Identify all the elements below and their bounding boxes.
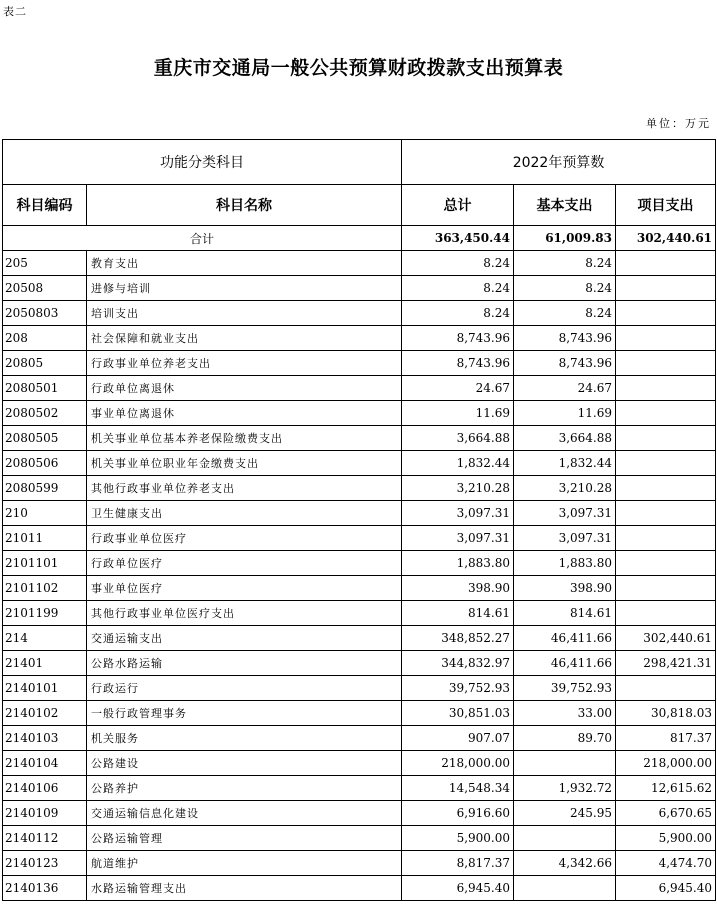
row-project — [616, 326, 716, 351]
row-basic — [514, 751, 616, 776]
row-name: 交通运输信息化建设 — [87, 801, 402, 826]
row-project — [616, 251, 716, 276]
row-code: 2140123 — [3, 851, 87, 876]
table-row — [3, 776, 716, 801]
table-row — [3, 801, 716, 826]
row-code: 205 — [3, 251, 87, 276]
row-basic: 3,664.88 — [514, 426, 616, 451]
row-name: 机关事业单位基本养老保险缴费支出 — [87, 426, 402, 451]
row-code: 214 — [3, 626, 87, 651]
row-total: 8,817.37 — [402, 851, 514, 876]
row-basic: 3,210.28 — [514, 476, 616, 501]
row-project — [616, 426, 716, 451]
row-project: 5,900.00 — [616, 826, 716, 851]
total-row — [3, 226, 716, 251]
row-total: 1,883.80 — [402, 551, 514, 576]
row-name: 教育支出 — [87, 251, 402, 276]
row-total: 814.61 — [402, 601, 514, 626]
row-total: 30,851.03 — [402, 701, 514, 726]
header-row-2 — [3, 185, 716, 226]
row-basic: 8.24 — [514, 301, 616, 326]
table-row — [3, 251, 716, 276]
row-code: 2140102 — [3, 701, 87, 726]
table-row — [3, 526, 716, 551]
row-project: 6,670.65 — [616, 801, 716, 826]
row-basic: 46,411.66 — [514, 626, 616, 651]
row-total: 14,548.34 — [402, 776, 514, 801]
row-code: 2080506 — [3, 451, 87, 476]
row-total: 8.24 — [402, 251, 514, 276]
row-name: 培训支出 — [87, 301, 402, 326]
header-row-1 — [3, 140, 716, 185]
table-row — [3, 326, 716, 351]
row-total: 6,945.40 — [402, 876, 514, 901]
table-row — [3, 576, 716, 601]
header-project: 项目支出 — [616, 185, 716, 226]
row-code: 210 — [3, 501, 87, 526]
row-total: 3,210.28 — [402, 476, 514, 501]
row-project — [616, 276, 716, 301]
row-code: 20508 — [3, 276, 87, 301]
row-basic — [514, 826, 616, 851]
row-project — [616, 501, 716, 526]
row-total: 3,664.88 — [402, 426, 514, 451]
row-name: 进修与培训 — [87, 276, 402, 301]
table-row — [3, 376, 716, 401]
row-project: 6,945.40 — [616, 876, 716, 901]
unit-label: 单位：万元 — [646, 117, 711, 130]
document-title: 重庆市交通局一般公共预算财政拨款支出预算表 — [153, 57, 564, 79]
row-code: 2080505 — [3, 426, 87, 451]
row-basic: 245.95 — [514, 801, 616, 826]
row-total: 11.69 — [402, 401, 514, 426]
row-basic: 33.00 — [514, 701, 616, 726]
row-code: 2140104 — [3, 751, 87, 776]
row-basic: 39,752.93 — [514, 676, 616, 701]
row-basic: 398.90 — [514, 576, 616, 601]
row-total: 398.90 — [402, 576, 514, 601]
total-basic: 61,009.83 — [514, 226, 616, 251]
row-total: 5,900.00 — [402, 826, 514, 851]
row-code: 208 — [3, 326, 87, 351]
row-name: 一般行政管理事务 — [87, 701, 402, 726]
row-basic: 11.69 — [514, 401, 616, 426]
table-row — [3, 476, 716, 501]
row-basic: 4,342.66 — [514, 851, 616, 876]
row-name: 公路建设 — [87, 751, 402, 776]
total-project: 302,440.61 — [616, 226, 716, 251]
row-code: 2140112 — [3, 826, 87, 851]
row-total: 8,743.96 — [402, 351, 514, 376]
row-basic: 814.61 — [514, 601, 616, 626]
row-name: 行政运行 — [87, 676, 402, 701]
row-total: 348,852.27 — [402, 626, 514, 651]
row-project — [616, 451, 716, 476]
row-name: 机关服务 — [87, 726, 402, 751]
row-project — [616, 376, 716, 401]
row-total: 8.24 — [402, 276, 514, 301]
row-project — [616, 351, 716, 376]
row-name: 行政单位离退休 — [87, 376, 402, 401]
table-row — [3, 601, 716, 626]
row-code: 2101199 — [3, 601, 87, 626]
header-budget-year: 2022年预算数 — [402, 140, 716, 185]
row-project — [616, 476, 716, 501]
row-name: 行政单位医疗 — [87, 551, 402, 576]
row-code: 2140103 — [3, 726, 87, 751]
table-row — [3, 626, 716, 651]
row-code: 2080501 — [3, 376, 87, 401]
row-total: 344,832.97 — [402, 651, 514, 676]
row-code: 2140106 — [3, 776, 87, 801]
row-name: 行政事业单位医疗 — [87, 526, 402, 551]
row-project: 817.37 — [616, 726, 716, 751]
row-project — [616, 676, 716, 701]
row-code: 21011 — [3, 526, 87, 551]
table-row — [3, 751, 716, 776]
row-total: 8,743.96 — [402, 326, 514, 351]
row-total: 8.24 — [402, 301, 514, 326]
row-basic: 8,743.96 — [514, 326, 616, 351]
row-basic — [514, 876, 616, 901]
table-row — [3, 551, 716, 576]
row-name: 公路水路运输 — [87, 651, 402, 676]
table-row — [3, 401, 716, 426]
table-row — [3, 301, 716, 326]
row-basic: 24.67 — [514, 376, 616, 401]
row-name: 其他行政事业单位养老支出 — [87, 476, 402, 501]
row-name: 社会保障和就业支出 — [87, 326, 402, 351]
row-name: 卫生健康支出 — [87, 501, 402, 526]
row-project: 4,474.70 — [616, 851, 716, 876]
row-project — [616, 576, 716, 601]
row-code: 2140101 — [3, 676, 87, 701]
total-sum: 363,450.44 — [402, 226, 514, 251]
row-name: 事业单位医疗 — [87, 576, 402, 601]
header-total: 总计 — [402, 185, 514, 226]
table-row — [3, 501, 716, 526]
row-name: 其他行政事业单位医疗支出 — [87, 601, 402, 626]
table-row — [3, 876, 716, 901]
header-category: 功能分类科目 — [3, 140, 402, 185]
row-basic: 46,411.66 — [514, 651, 616, 676]
row-project — [616, 526, 716, 551]
header-name: 科目名称 — [87, 185, 402, 226]
row-total: 24.67 — [402, 376, 514, 401]
table-row — [3, 426, 716, 451]
row-total: 3,097.31 — [402, 501, 514, 526]
row-project: 218,000.00 — [616, 751, 716, 776]
row-name: 公路养护 — [87, 776, 402, 801]
table-row — [3, 726, 716, 751]
row-basic: 8.24 — [514, 251, 616, 276]
header-code: 科目编码 — [3, 185, 87, 226]
row-project — [616, 401, 716, 426]
row-code: 2140136 — [3, 876, 87, 901]
row-project — [616, 301, 716, 326]
row-code: 2140109 — [3, 801, 87, 826]
row-basic: 1,832.44 — [514, 451, 616, 476]
total-label: 合计 — [3, 226, 402, 251]
row-basic: 8,743.96 — [514, 351, 616, 376]
row-code: 2050803 — [3, 301, 87, 326]
row-name: 公路运输管理 — [87, 826, 402, 851]
row-project: 302,440.61 — [616, 626, 716, 651]
row-code: 2080599 — [3, 476, 87, 501]
row-project: 30,818.03 — [616, 701, 716, 726]
row-total: 1,832.44 — [402, 451, 514, 476]
table-row — [3, 676, 716, 701]
row-project — [616, 601, 716, 626]
table-row — [3, 276, 716, 301]
table-row — [3, 451, 716, 476]
row-project — [616, 551, 716, 576]
row-basic: 1,883.80 — [514, 551, 616, 576]
row-project: 12,615.62 — [616, 776, 716, 801]
table-row — [3, 826, 716, 851]
row-name: 水路运输管理支出 — [87, 876, 402, 901]
row-name: 事业单位离退休 — [87, 401, 402, 426]
row-basic: 3,097.31 — [514, 501, 616, 526]
row-total: 39,752.93 — [402, 676, 514, 701]
row-total: 907.07 — [402, 726, 514, 751]
table-number-label: 表二 — [3, 5, 27, 18]
header-basic: 基本支出 — [514, 185, 616, 226]
row-name: 行政事业单位养老支出 — [87, 351, 402, 376]
row-code: 20805 — [3, 351, 87, 376]
row-basic: 1,932.72 — [514, 776, 616, 801]
table-row — [3, 851, 716, 876]
row-code: 21401 — [3, 651, 87, 676]
row-name: 交通运输支出 — [87, 626, 402, 651]
row-project: 298,421.31 — [616, 651, 716, 676]
table-row — [3, 701, 716, 726]
row-total: 6,916.60 — [402, 801, 514, 826]
table-row — [3, 651, 716, 676]
row-basic: 8.24 — [514, 276, 616, 301]
row-code: 2101102 — [3, 576, 87, 601]
row-name: 机关事业单位职业年金缴费支出 — [87, 451, 402, 476]
row-total: 3,097.31 — [402, 526, 514, 551]
row-basic: 89.70 — [514, 726, 616, 751]
row-total: 218,000.00 — [402, 751, 514, 776]
row-code: 2080502 — [3, 401, 87, 426]
row-code: 2101101 — [3, 551, 87, 576]
table-row — [3, 351, 716, 376]
row-name: 航道维护 — [87, 851, 402, 876]
budget-table — [2, 139, 716, 901]
row-basic: 3,097.31 — [514, 526, 616, 551]
